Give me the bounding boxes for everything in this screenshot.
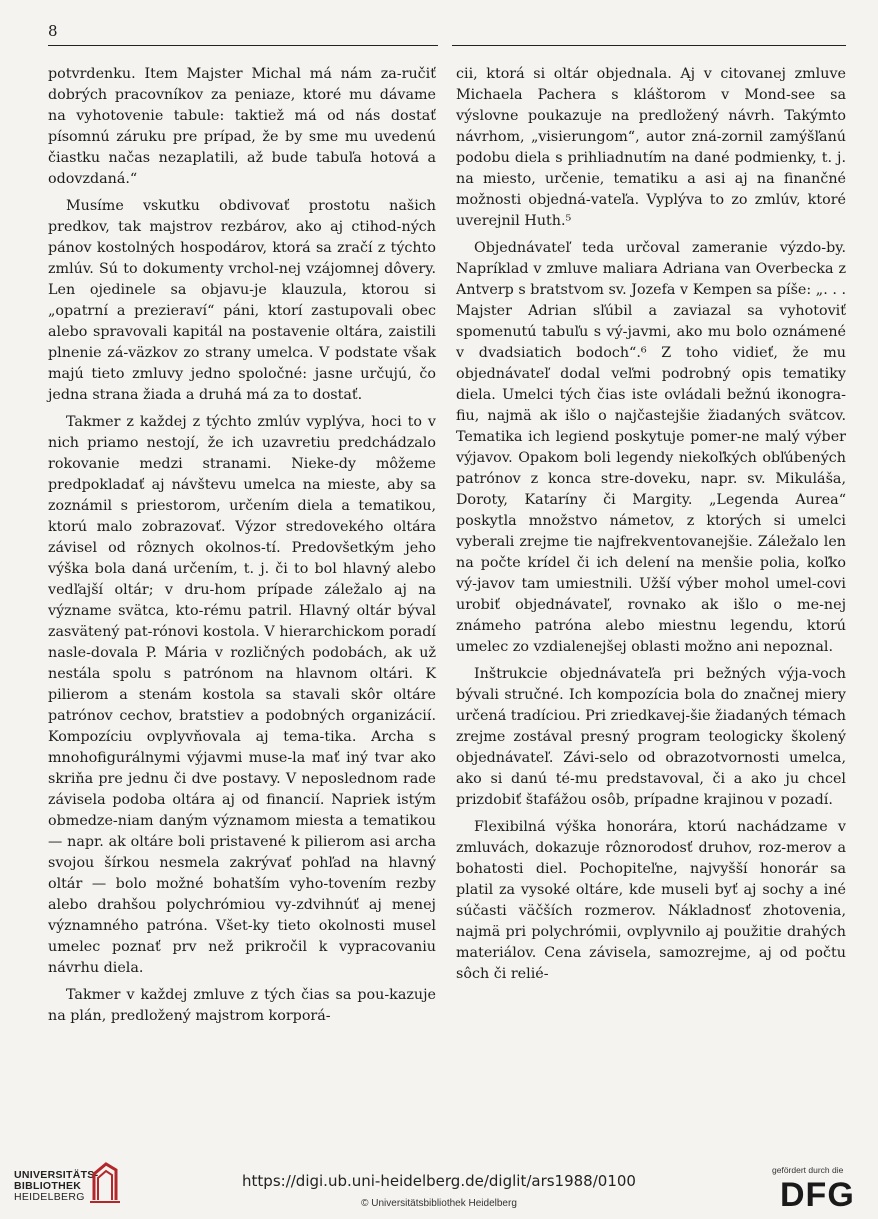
left-column [48, 64, 436, 1033]
header-rule-right [452, 45, 846, 46]
paragraph: Takmer z každej z týchto zmlúv vyplýva, hoci to v nich priamo nestojí, že ich uzavretiu predchádzalo rokovanie medzi stranami. Nieke-dy môžeme predpokladať aj návštevu umelca na mieste, aby sa zoznámil s priestorom, určením diela a tematikou, ktorú malo zobrazovať. Výzor stredovekého oltára závisel od rôznych okolnos-tí. Predovšetkým jeho výška bola daná určením, t. j. či to bol hlavný alebo vedľajší oltár; v dru-hom prípade záležalo aj na význame svätca, kto-rému patril. Hlavný oltár býval zasvätený pat-rónovi kostola. V hierarchickom poradí nasle-dovala P. Mária v rozličných podobách, ak už nestála spolu s patrónom na hlavnom oltári. K pilierom a stenám kostola sa stavali skôr oltáre patrónov cechov, bratstiev a podobných organizácií. Kompozíciu ovplyvňovala aj tema-tika. Archa s mnohofigurálnymi výjavmi muse-la mať iný tvar ako skriňa pre jednu či dve postavy. V neposlednom rade závisela podoba oltára aj od financií. Napriek istým obmedze-niam daným významom miesta a tematikou — napr. ak oltáre boli pristavené k pilierom asi archa svojou šírkou nesmela zakrývať pohľad na hlavný oltár — bolo možné bohatším vyho-tovením rezby alebo drahšou polychrómiou vy-zdvihnúť aj menej významného patróna. Všet-ky tieto okolnosti musel umelec poznať prv než prikročil k vypracovaniu návrhu diela. [48, 414, 436, 976]
paragraph: Takmer v každej zmluve z tých čias sa pou-kazuje na plán, predložený majstrom korporá- [48, 987, 436, 1024]
right-column [456, 64, 846, 991]
paragraph: Inštrukcie objednávateľa pri bežných výja-voch bývali stručné. Ich kompozícia bola do značnej miery určená tradíciou. Pri zriedkavej-šie žiadaných témach zrejme zostával presný program teologicky školený objednávateľ. Závi-selo od obrazotvornosti umelca, ako si danú té-mu predstavoval, či a ako ju chcel prizdobiť štafážou osôb, prípadne krajinou v pozadí. [456, 666, 846, 808]
paragraph: cii, ktorá si oltár objednala. Aj v citovanej zmluve Michaela Pachera s kláštorom v Mond-see sa výslovne poukazuje na predložený návrh. Takýmto návrhom, „visierungom“, autor zná-zornil zamýšľanú podobu diela s prihliadnutím na dané podmienky, t. j. na miesto, určenie, tematiku a asi aj na finančné možnosti objedná-vateľa. Vyplýva to zo zmlúv, ktoré uverejnil Huth.⁵ [456, 66, 846, 229]
funding-note: gefördert durch die [772, 1165, 844, 1175]
copyright-notice: © Universitätsbibliothek Heidelberg [361, 1198, 517, 1209]
library-name-line: UNIVERSITÄTS- [14, 1169, 99, 1181]
paragraph: Objednávateľ teda určoval zameranie výzdo-by. Napríklad v zmluve maliara Adriana van Overbecka z Antverp s bratstvom sv. Jozefa v Kempen sa píše: „. . . Majster Adrian sľúbil a zaviazal sa vyhotoviť spomenutú tabuľu s vý-javmi, ako mu bolo oznámené v dvadsiatich bodoch“.⁶ Z toho vidieť, že mu objednávateľ dodal veľmi podrobný opis tematiky diela. Umelci tých čias iste ovládali bežnú ikonogra-fiu, najmä ak išlo o najčastejšie žiadaných svätcov. Tematika ich legiend poskytuje pomer-ne malý výber výjavov. Opakom boli legendy niekoľkých obľúbených patrónov z konca stre-doveku, napr. sv. Mikuláša, Doroty, Kataríny či Margity. „Legenda Aurea“ poskytla množstvo námetov, z ktorých si umelci vyberali zrejme tie najfrekventovanejšie. Záležalo len na počte krídel či ich delení na menšie polia, koľko vý-javov tam umiestnili. Užší výber mohol umel-covi urobiť objednávateľ, rovnako ak išlo o me-nej známeho patróna alebo miestnu legendu, ktorú umelec zo vzdialenejšej oblasti možno ani nepoznal. [456, 240, 846, 655]
header-rule-left [48, 45, 438, 46]
paragraph: Flexibilná výška honorára, ktorú nachádzame v zmluvách, dokazuje rôznorodosť druhov, roz-merov a bohatosti diel. Pochopiteľne, najvyšší honorár sa platil za vysoké oltáre, kde museli byť aj sochy a iné súčasti väčších rozmerov. Nákladnosť zhotovenia, najmä pri polychrómii, ovplyvnilo aj použitie drahých materiálov. Cena závisela, samozrejme, aj od počtu sôch či relié- [456, 819, 846, 982]
paragraph: Musíme vskutku obdivovať prostotu našich predkov, tak majstrov rezbárov, ako aj ctihod-ných pánov kostolných hospodárov, ktorá sa zračí z týchto zmlúv. Sú to dokumenty vrchol-nej vzájomnej dôvery. Len ojedinele sa objavu-je klauzula, ktorou si „opatrní a prezieraví“ páni, ktorí zastupovali obec alebo spravovali kapitál na postavenie oltára, zaistili plnenie zá-väzkov zo strany umelca. V podstate však majú tieto zmluvy jedno spoločné: jasne určujú, čo jedna strana žiada a druhá má za to dostať. [48, 198, 436, 403]
library-name-line: BIBLIOTHEK [14, 1180, 82, 1192]
library-name-line: HEIDELBERG [14, 1191, 85, 1203]
document-url-link[interactable]: https://digi.ub.uni-heidelberg.de/diglit/ars1988/0100 [242, 1172, 636, 1190]
paragraph: potvrdenku. Item Majster Michal má nám za-ručiť dobrých pracovníkov za peniaze, ktoré mu dávame na vyhotovenie tabule: taktiež má od nás dostať písomnú záruku pre prípad, že by sme mu uvedenú čiastku načas nezaplatili, až bude tabuľa hotová a odovzdaná.“ [48, 66, 436, 187]
page-number: 8 [48, 22, 58, 40]
dfg-logo[interactable]: DFG [780, 1176, 855, 1214]
